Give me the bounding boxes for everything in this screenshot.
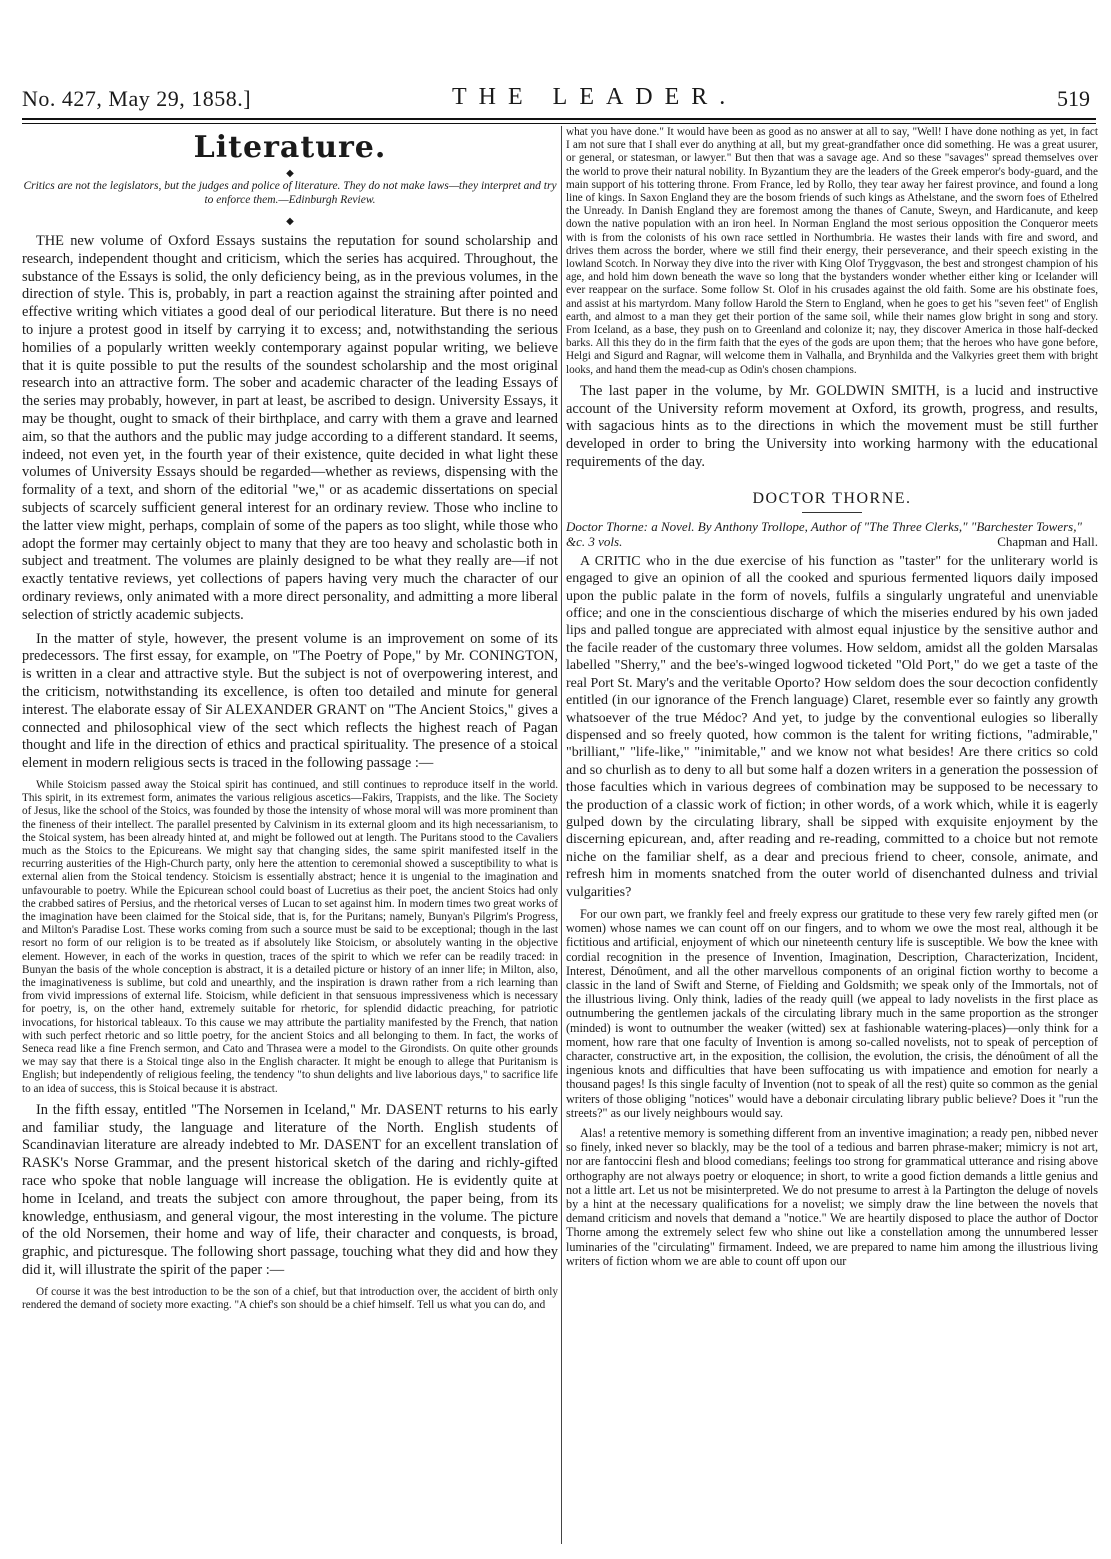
section-motto: Critics are not the legislators, but the judges and police of literature. They do not make laws—they interpret and try to enforce them.—Edinburgh Review. — [23, 180, 557, 206]
issue-date: No. 427, May 29, 1858.] — [22, 86, 252, 111]
section-title: Literature. — [193, 130, 387, 165]
block-quote-continued: what you have done." It would have been as good as no answer at all to say, "Well! I have done nothing as yet, in fact I am not sure that I shall ever do anything at all, but my great-grandfather once did something. He was a great usurer, or general, or statesman, or lawyer." But then that was a savage age. And so these "savages" spread themselves over the world to prove their natural nobility. In Byzantium they are the leaders of the Greek emperor's body-guard, and the main support of his tottering throne. From France, led by Rollo, they tear away her fairest province, and found a long line of kings. In Saxon England they are the bosom friends of such kings as Athelstane, and the sworn foes of Ethelred the Unready. In Danish England they are foremost among the thanes of Canute, Sweyn, and Hardicanute, and keep down the native population with an iron heel. In Norman England the most serious opposition the Conqueror meets with is from the colonists of his own race settled in Northumbria. He wastes their lands with fire and sword, and drives them across the border, where we still find their energy, their perseverance, and their speech existing in the lowland Scotch. In Norway they dive into the river with King Olof Tryggvason, the best and strongest champion of his age, and hold him down beneath the wave so long that the bystanders wonder whether either king or Icelander will ever reappear on the surface. Some follow St. Olof in his crusades against the old faith. Some are his obstinate foes, and assist at his martyrdom. Many follow Harold the Stern to England, when he goes to get his "seven feet" of English earth, and almost to a man they get their portion of the same soil, while their names glow bright in song and story. From Iceland, as a base, they push on to Greenland and colonize it; nay, they discover America in those half-decked barks. All this they do in the firm faith that the eyes of the gods are upon them; that the heroes who have gone before, Helgi and Sigurd and Ragnar, will welcome them in Valhalla, and Brynhilda and the Valkyries greet them with bright looks, and hand them the mead-cup as Odin's chosen champions. — [566, 126, 1098, 376]
paragraph: Alas! a retentive memory is something different from an inventive imagination; a ready pen, nibbed never so finely, inked never so blackly, may be the tool of a tedious and barren phrase-maker; mimicry is not art, nor are fantoccini flesh and blood comedians; feelings too strong for grammatical utterance and rising above orthography are not always poetry or eloquence; in short, to write a good fiction demands a little genius and not a little art. Let us not be misinterpreted. We do not presume to arrest à la Partington the deluge of novels by a hint at the necessary qualifications for a novelist; we simply draw the line between the novels that demand criticism and novels that demand a "notice." We are heartily disposed to place the author of Doctor Thorne among the extremely select few who shine out like a constellation among the unnumbered lesser luminaries of the "circulating" firmament. Indeed, we are prepared to name him among the illustrious living writers of fiction whom we are able to count off upon our — [566, 1126, 1098, 1268]
left-column — [22, 126, 558, 1546]
citation-text: Doctor Thorne: a Novel. By Anthony Trollope, Author of "The Three Clerks," "Barchester Towers," &c. 3 vols. — [566, 518, 1082, 549]
publisher: Chapman and Hall. — [997, 533, 1098, 549]
paragraph: The last paper in the volume, by Mr. GOLDWIN SMITH, is a lucid and instructive account of the University reform movement at Oxford, its growth, progress, and results, with sagacious hints as to the directions in which the movement must be still further developed in order to bring the University into working harmony with the educational requirements of the day. — [566, 382, 1098, 471]
paragraph: A CRITIC who in the due exercise of his function as "taster" for the unliterary world is engaged to give an opinion of all the cooked and spurious fermented liquors daily imposed upon the public palate in the form of novels, fulfils a singularly ungrateful and unenviable office; and one in the conscientious discharge of which the miseries endured by his own jaded lips and palled tongue are appreciated with almost equal injustice by the sensitive author and the facile reader of the customary three volumes. How seldom, amidst all the golden Marsalas labelled "Sherry," and the bee's-winged logwood ticketed "Old Port," do we get a taste of the real Port St. Mary's and the veritable Oporto? How seldom does the sour decoction confidently entitled (in our ignorance of the French language) Claret, resemble ever so faintly any growth whatsoever of the true Médoc? And yet, to judge by the conventional eulogies so liberally dispensed and so freely quoted, how common is the talent for writing fictions, "admirable," "brilliant," "life-like," "inimitable," and we know not what besides! Are there critics so cold and so churlish as to deny to all but some half a dozen writers in a generation the possession of those faculties which in various degrees of combination may be supposed to be necessary to the production of a classic work of fiction; in other words, of a work which, while it is eagerly gulped down by the circulating library, shall be sipped with exquisite enjoyment by the discerning epicurean, and, after reading and re-reading, committed to a choice but not remote niche on the familiar shelf, as a dear and precious friend to cheer, console, animate, and refresh him in moments snatched from the outer world of disenchanted dulness and trivial vulgarities? — [566, 553, 1098, 900]
paragraph: THE new volume of Oxford Essays sustains the reputation for sound scholarship and research, independent thought and criticism, which the series has acquired. Throughout, the substance of the Essays is solid, the only deficiency being, as in the previous volumes, in the direction of style. This is, probably, in part a reaction against the straining after pointed and effective writing which vitiates a good deal of our periodical literature. But there is no need to injure a protest good in itself by carrying it to excess; and, notwithstanding the serious homilies of a popularly written weekly contemporary against popular writing, we believe that it is quite possible to put the results of the soundest scholarship and the most original research into an attractive form. The sober and academic character of the leading Essays of the series may probably, however, in part at least, be ascribed to design. University Essays, it may be thought, ought to smack of their birthplace, and carry with them a grave and learned aim, so that the authors and the public may judge according to a different standard. It seems, indeed, not even yet, in the fourth year of their existence, quite decided in what light these volumes of University Essays should be regarded—whether as reviews, dispensing with the formality of a text, and shorn of the editorial "we," or as academic dissertations on special subjects of scarcely sufficient general interest for an ordinary review. Those who incline to the latter view might, perhaps, complain of some of the papers as too slight, while those who adopt the former may certainly object to many that they are too heavy and scholastic both in subject and treatment. The volumes are plainly designed to be what they really are—if not exactly tentative reviews, yet collections of papers having very much the character of our ordinary reviews, only animated with a more direct personality, and admitting a more liberal selection of strictly academic subjects. — [22, 233, 558, 623]
paragraph: In the fifth essay, entitled "The Norsemen in Iceland," Mr. DASENT returns to his early and familiar study, the language and literature of the North. English students of Scandinavian literature are already indebted to Mr. DASENT for an excellent translation of RASK's Norse Grammar, and the present historical sketch of the daring and richly-gifted race who spoke that noble language will increase the obligation. He is evidently quite at home in Iceland, and treats the subject con amore throughout, the paper being, from its knowledge, enthusiasm, and general vigour, the most interesting in the volume. The picture of the old Norsemen, their home and way of life, their character and conquests, is broad, graphic, and picturesque. The following short passage, touching what they did and how they did it, will illustrate the spirit of the paper :— — [22, 1101, 558, 1278]
block-quote: Of course it was the best introduction to be the son of a chief, but that introduction over, the accident of birth only rendered the demand of society more exacting. "A chief's son should be a chief himself. Tell us what you can do, and — [22, 1285, 558, 1311]
paragraph: In the matter of style, however, the present volume is an improvement on some of its predecessors. The first essay, for example, on "The Poetry of Pope," by Mr. CONINGTON, is written in a clear and attractive style. But the subject is not of overpowering interest, and the criticism, notwithstanding its excellence, is often too detailed and minute for general interest. The elaborate essay of Sir ALEXANDER GRANT on "The Ancient Stoics," gives a connected and philosophical view of the sect which reflects the highest reach of Pagan thought and life in the direction of ethics and practical spirituality. The presence of a stoical element in modern religious sects is traced in the following passage :— — [22, 630, 558, 772]
book-citation — [566, 519, 1098, 549]
masthead-rule-thin — [22, 123, 1096, 124]
title-rule — [802, 512, 862, 513]
ornament-divider: ◆ — [286, 168, 294, 179]
ornament-divider: ◆ — [286, 216, 294, 227]
block-quote: While Stoicism passed away the Stoical spirit has continued, and still continues to reproduce itself in the world. This spirit, in its extremest form, animates the various religious ascetics—Fakirs, Trappists, and the like. The Society of Jesus, like the school of the Stoics, was founded by those the intensity of whose moral will was more prominent than the fineness of their intellect. The parallel presented by Calvinism in its external gloom and its high necessarianism, to the Stoical system, has been already hinted at, and might be followed out at length. The Puritans stood to the Cavaliers much as the Stoics to the Epicureans. We might say that changing sides, the same spirit manifested itself in the recurring austerities of the High-Church party, only here the attention to ceremonial showed a susceptibility to what is external alien from the Stoical tendency. Stoicism is essentially abstract; hence it is ungenial to the imagination and unfavourable to poetry. While the Epicurean school could boast of Lucretius as their poet, the ancient Stoics had only the crabbed satires of Persius, and the rhetorical verses of Lucan to set against him. In modern times two great works of the imagination have been claimed for the Stoical side, that is, for the Puritans; namely, Bunyan's Pilgrim's Progress, and Milton's Paradise Lost. These works coming from such a source must be said to be exceptional; though in the last resort no form of our religion is to be treated as if absolutely like Stoicism, or absolutely wanting in the objective element. However, in each of the works in question, traces of the spirit to which we refer can be readily traced: in Bunyan the basis of the whole conception is abstract, it is a detailed picture or history of an inner life; in Milton, also, the imaginativeness is sublime, but cold and unearthly, and the inspiration is drawn rather from a rich learning than from vivid impressions of external life. Stoicism, while deficient in that sensuous impressiveness which is necessary for poetry, is, on the other hand, extremely suitable for rhetoric, for splendid didactic preaching, for patriotic invocations, for historical tableaux. To this cause we may attribute the partiality manifested by the French, that nation with such perfect rhetoric and so little poetry, for the ancient Stoics and all belonging to them. In fact, the works of Seneca read like a fine French sermon, and Cato and Thrasea were a model to the Girondists. On quite other grounds we may say that there is a Stoical tinge also in the English character. It might be enough to allege that Puritanism is English; but independently of religious feeling, the tendency "to shun delights and live laborious days," to sacrifice life to an idea of success, this is Stoical because it is abstract. — [22, 778, 558, 1095]
column-divider — [561, 126, 562, 1544]
page-number: 519 — [1057, 86, 1090, 111]
masthead-rule — [22, 118, 1096, 120]
newspaper-title: THE LEADER. — [452, 84, 738, 110]
masthead — [22, 72, 1094, 116]
article-title: DOCTOR THORNE. — [752, 489, 912, 507]
paragraph: For our own part, we frankly feel and freely express our gratitude to these very few rarely gifted men (or women) whose names we can count off on our fingers, and to whom we owe the most real, although it be fictitious and artificial, enjoyment of which our nineteenth century life is susceptible. We bow the knee with cordial recognition in the presence of Invention, Imagination, Description, Characterization, Incident, Interest, Dénoûment, and all the other marvellous components of an original fiction worthy to become a classic in the land of Swift and Sterne, of Fielding and Goldsmith; we speak only of the Immortals, not of the illustrious living. Only think, ladies of the ready quill (we appeal to lady novelists in the first place as outnumbering the gentlemen jackals of the circulating library much in the same proportion as the stronger (minded) is wont to outnumber the weaker (witted) sex at fashionable watering-places)—only think for a moment, how rare that one faculty of Invention is among so-called novelists, not to speak of perception of character, constructive art, in the exposition, the collision, the evolution, the crisis, the dénoûment of all the ingenious knots and difficulties that have been suffocating us with impatience and emotion for nearly a thousand pages! Is this single faculty of Invention (not to speak of all the rest) quite so common as the genial writers of those obliging "notices" would have a debonair circulating library public believe? Does it "run the streets?" as our lively neighbours would say. — [566, 906, 1098, 1120]
right-column — [566, 126, 1098, 1546]
